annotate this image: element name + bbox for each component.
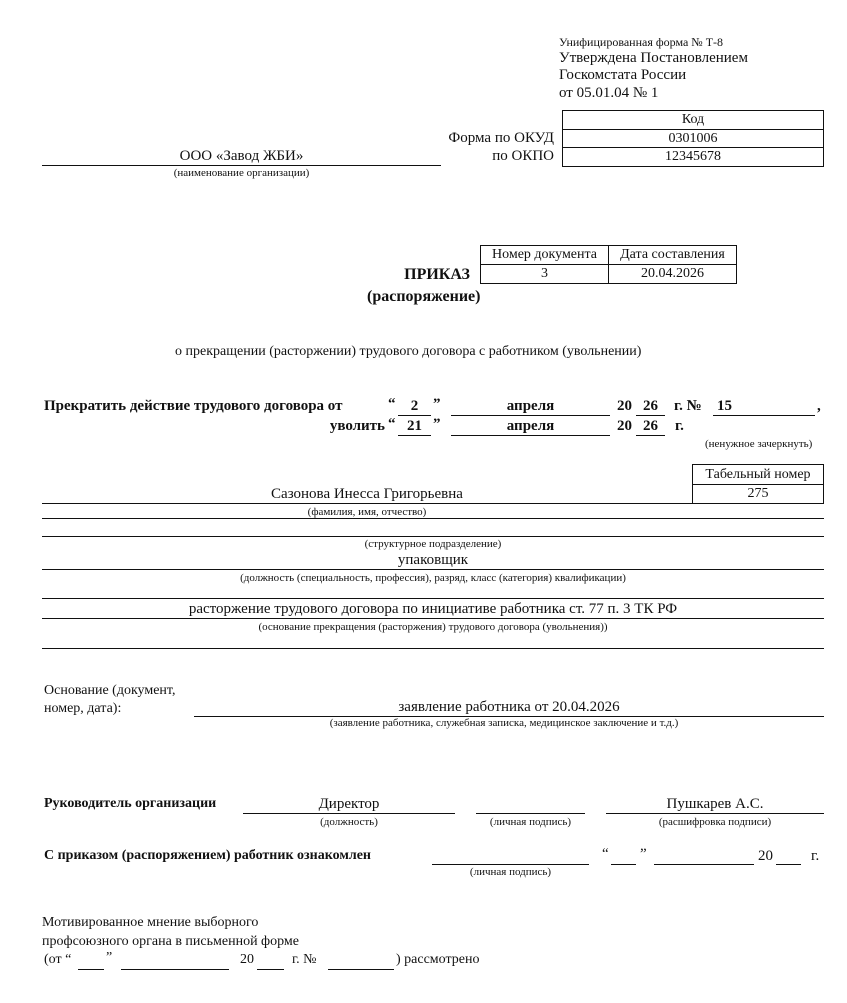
okpo-value: 12345678 <box>562 147 824 167</box>
union-line1: Мотивированное мнение выборного <box>42 915 259 930</box>
terminate-year-unit: г. № <box>674 398 702 414</box>
head-signature-caption: (личная подпись) <box>489 816 572 828</box>
order-subtitle: (распоряжение) <box>367 288 481 305</box>
okud-label: Форма по ОКУД <box>448 130 554 146</box>
department-caption: (структурное подразделение) <box>364 538 502 550</box>
terminate-number: 15 <box>713 398 815 416</box>
head-signature-line <box>476 796 585 814</box>
union-line2: профсоюзного органа в письменной форме <box>42 934 299 949</box>
unified-form-label: Унифицированная форма № Т-8 <box>559 35 724 49</box>
position-caption: (должность (специальность, профессия), разряд, класс (категория) квалификации) <box>240 572 626 584</box>
dismiss-year-suffix: 26 <box>636 418 665 436</box>
employee-name: Сазонова Инесса Григорьевна <box>42 486 692 504</box>
tab-number-header: Табельный номер <box>692 464 824 485</box>
employee-name-caption: (фамилия, имя, отчество) <box>307 506 427 518</box>
order-purpose: о прекращении (расторжении) трудового договора с работником (увольнении) <box>175 344 642 359</box>
okud-value: 0301006 <box>562 129 824 148</box>
basis-caption: (заявление работника, служебная записка, медицинское заключение и т.д.) <box>329 717 679 729</box>
acknowledge-signature-line <box>432 847 589 865</box>
doc-date-value: 20.04.2026 <box>608 264 737 284</box>
dismiss-year-prefix: 20 <box>617 418 632 434</box>
dismiss-year-unit: г. <box>675 418 684 434</box>
dismiss-quote-open: “ <box>388 416 396 432</box>
terminate-label: Прекратить действие трудового договора от <box>44 398 343 414</box>
dismiss-day: 21 <box>398 418 431 436</box>
terminate-year-prefix: 20 <box>617 398 632 414</box>
head-position-caption: (должность) <box>320 816 378 828</box>
approval-date-label: от 05.01.04 № 1 <box>559 85 659 101</box>
okpo-label: по ОКПО <box>492 148 554 164</box>
union-day-line <box>78 952 104 970</box>
reason-caption: (основание прекращения (расторжения) трудового договора (увольнения)) <box>258 621 608 633</box>
doc-number-value: 3 <box>480 264 609 284</box>
approved-label: Утверждена Постановлением <box>559 50 748 66</box>
order-title: ПРИКАЗ <box>404 266 470 283</box>
strike-note: (ненужное зачеркнуть) <box>705 438 813 450</box>
terminate-month: апреля <box>451 398 610 416</box>
basis-value: заявление работника от 20.04.2026 <box>194 699 824 717</box>
acknowledge-signature-caption: (личная подпись) <box>469 866 552 878</box>
organization-caption: (наименование организации) <box>173 167 310 179</box>
union-reviewed: ) рассмотрено <box>396 952 480 967</box>
acknowledge-label: С приказом (распоряжением) работник ознакомлен <box>44 848 371 863</box>
head-name: Пушкарев А.С. <box>606 796 824 814</box>
doc-number-header: Номер документа <box>480 245 609 265</box>
union-from: (от “ <box>44 952 72 967</box>
union-number-label: г. № <box>292 952 317 967</box>
position-extra-line <box>42 598 824 599</box>
head-label: Руководитель организации <box>44 796 217 811</box>
union-year-prefix: 20 <box>240 952 254 967</box>
ack-quote-open: “ <box>602 846 609 862</box>
dismiss-month: апреля <box>451 418 610 436</box>
basis-label-line2: номер, дата): <box>44 701 122 716</box>
union-number-line <box>328 952 394 970</box>
ack-quote-close: ” <box>640 846 647 862</box>
position-value: упаковщик <box>42 552 824 570</box>
reason-value: расторжение трудового договора по инициативе работника ст. 77 п. 3 ТК РФ <box>42 601 824 619</box>
ack-month-line <box>654 847 754 865</box>
department-value <box>42 519 824 537</box>
head-position: Директор <box>243 796 455 814</box>
union-month-line <box>121 952 229 970</box>
dismiss-label: уволить <box>329 418 385 434</box>
organization-name: ООО «Завод ЖБИ» <box>42 148 441 166</box>
terminate-comma: , <box>817 398 821 414</box>
dismiss-quote-close: ” <box>433 416 441 432</box>
terminate-quote-close: ” <box>433 396 441 412</box>
reason-extra-line <box>42 648 824 649</box>
head-name-caption: (расшифровка подписи) <box>658 816 772 828</box>
ack-day-line <box>611 847 636 865</box>
terminate-year-suffix: 26 <box>636 398 665 416</box>
tab-number-value: 275 <box>692 484 824 504</box>
basis-label-line1: Основание (документ, <box>44 683 176 698</box>
code-header: Код <box>562 110 824 130</box>
ack-year-prefix: 20 <box>758 848 773 864</box>
ack-year-line <box>776 847 801 865</box>
doc-date-header: Дата составления <box>608 245 737 265</box>
union-year-line <box>257 952 284 970</box>
terminate-quote-open: “ <box>388 396 396 412</box>
terminate-day: 2 <box>398 398 431 416</box>
agency-label: Госкомстата России <box>559 67 687 83</box>
ack-year-unit: г. <box>811 848 820 864</box>
union-quote-close: ” <box>106 950 113 965</box>
